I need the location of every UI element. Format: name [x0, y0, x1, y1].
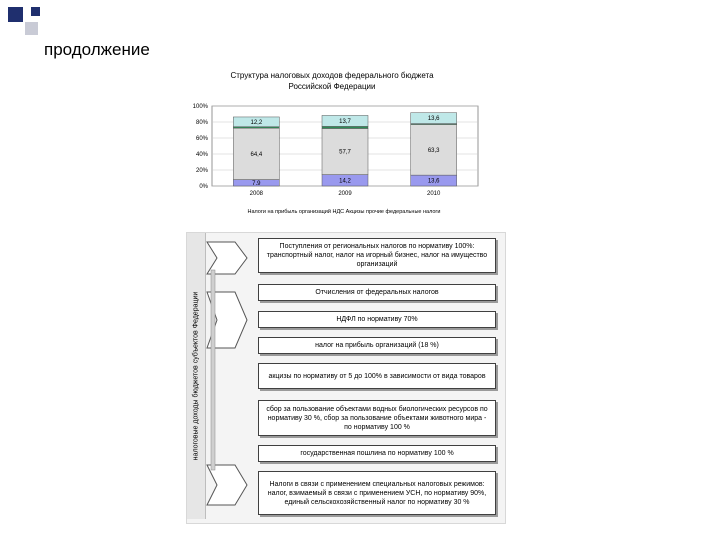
box-ndfl: НДФЛ по нормативу 70%: [258, 311, 496, 328]
bar-2009-series-2: [322, 126, 368, 128]
bar-label-2010-series-1: 63,3: [427, 147, 440, 154]
chart-title-line-2: Российской Федерации: [288, 82, 376, 91]
x-tick-label-2: 2010: [426, 191, 441, 197]
chart-title-line-1: Структура налоговых доходов федерального бюджета: [230, 71, 434, 80]
bar-label-2009-series-3: 13,7: [339, 118, 351, 125]
arrow-1: [207, 242, 247, 274]
y-tick-label-0: 0%: [199, 184, 208, 190]
box-state-duty: государственная пошлина по нормативу 100 %: [258, 445, 496, 462]
bar-label-2009-series-1: 57,7: [339, 149, 351, 156]
bar-label-2009-series-0: 14,2: [339, 178, 351, 185]
box-federal-deductions: Отчисления от федеральных налогов: [258, 284, 496, 301]
y-tick-label-1: 20%: [195, 168, 208, 174]
y-tick-label-5: 100%: [192, 104, 208, 110]
box-regional-taxes: Поступления от региональных налогов по нормативу 100%: транспортный налог, налог на игорный бизнес, налог на имущество организаций: [258, 238, 496, 273]
diagram-side-label: налоговые доходы бюджетов субъектов Федерации: [192, 291, 200, 461]
box-profit-tax: налог на прибыль организаций (18 %): [258, 337, 496, 354]
bar-label-2010-series-3: 13,6: [427, 116, 440, 123]
x-tick-label-1: 2009: [338, 191, 352, 197]
x-tick-label-0: 2008: [249, 191, 264, 197]
bar-label-2008-series-3: 12,2: [250, 119, 263, 126]
y-tick-label-4: 80%: [195, 120, 208, 126]
box-excises: акцизы по нормативу от 5 до 100% в зависимости от вида товаров: [258, 363, 496, 389]
y-tick-label-2: 40%: [195, 152, 208, 158]
box-special-regimes: Налоги в связи с применением специальных налоговых режимов: налог, взимаемый в связи с применением УСН, по нормативу 90%, единый сельскохозяйственный налог по нормативу 30 %: [258, 471, 496, 515]
arrow-group-1: [205, 230, 265, 530]
arrow-3: [207, 465, 247, 505]
arrow-stem: [211, 270, 215, 470]
bar-label-2008-series-1: 64,4: [250, 151, 263, 158]
box-bio-resources-fee: сбор за пользование объектами водных биологических ресурсов по нормативу 30 %, сбор за пользование объектами животного мира - по нормативу 100 %: [258, 400, 496, 436]
bar-label-2008-series-0: 7.9: [252, 180, 261, 187]
y-tick-label-3: 60%: [195, 136, 208, 142]
page-title: продолжение: [44, 40, 150, 59]
bar-label-2010-series-0: 13,6: [427, 178, 440, 185]
chart-legend: Налоги на прибыль организаций НДС Акцизы прочие федеральные налоги: [247, 209, 441, 215]
